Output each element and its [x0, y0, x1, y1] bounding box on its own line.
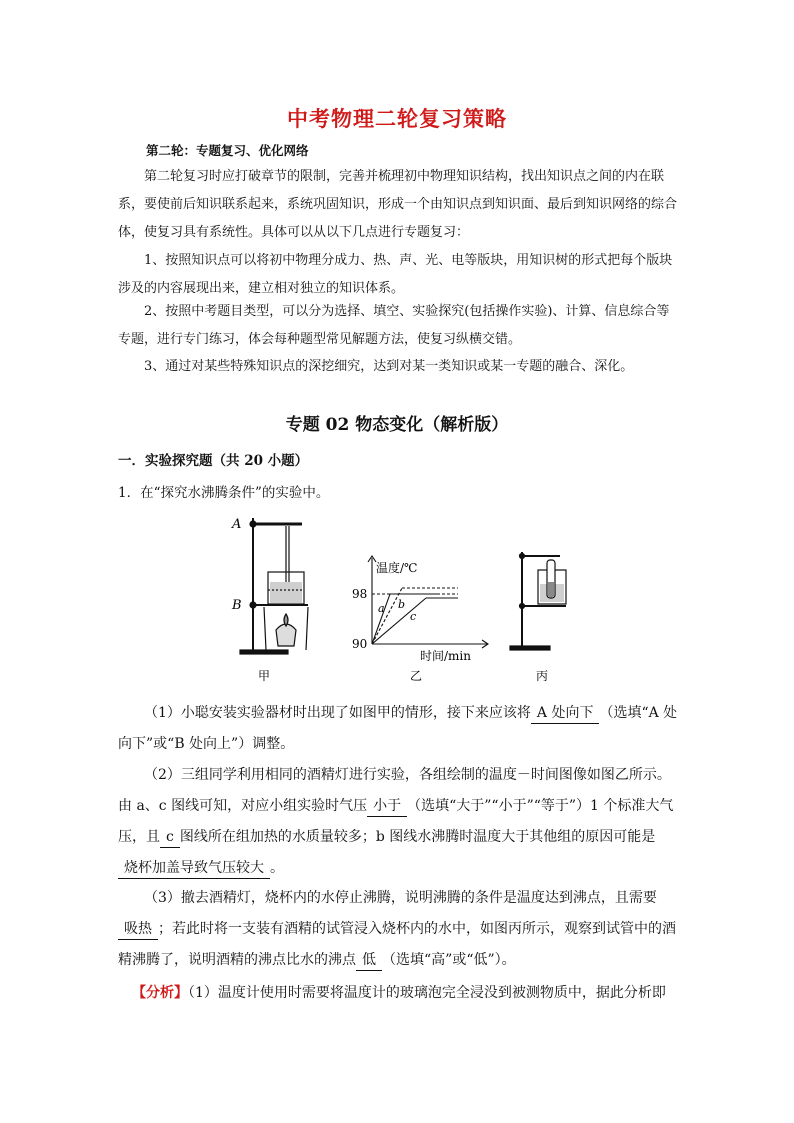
y-tick-98: 98: [352, 587, 368, 601]
part2-text-post: 。: [270, 860, 284, 876]
label-b: B: [232, 598, 242, 613]
part2-text-pre: （2）三组同学利用相同的酒精灯进行实验，各组绘制的温度－时间图像如图乙所示。由 a、c 图线可知，对应小组实验时气压: [118, 767, 671, 814]
label-a: A: [232, 517, 242, 532]
question-part-3: [118, 883, 678, 976]
question-part-2: [118, 760, 678, 884]
answer-blank-6: 低: [356, 950, 382, 971]
part3-text-post: （选填“高”或“低”）。: [382, 952, 516, 968]
question-part-1: [118, 698, 678, 760]
part3-text-pre: （3）撤去酒精灯，烧杯内的水停止沸腾，说明沸腾的条件是温度达到沸点，且需要: [144, 890, 657, 906]
intro-paragraph-4: 3、通过对某些特殊知识点的深挖细究，达到对某一类知识或某一专题的融合、深化。: [144, 359, 634, 374]
analysis-tag: 【分析】: [132, 985, 188, 1001]
part2-text-mid2: 图线所在组加热的水质量较多；b 图线水沸腾时温度大于其他组的原因可能是: [179, 829, 656, 845]
y-tick-90: 90: [352, 637, 368, 651]
analysis-text: （1）温度计使用时需要将温度计的玻璃泡完全浸没到被测物质中，据此分析即: [188, 985, 666, 1001]
section-heading: 一．实验探究题（共 20 小题）: [118, 453, 309, 469]
answer-blank-1: A 处向下: [531, 703, 600, 724]
question-1-stem: 1．在“探究水沸腾条件”的实验中。: [118, 485, 330, 501]
analysis-line: [132, 978, 678, 1009]
answer-blank-2: 小于: [367, 796, 407, 817]
graph-xlabel: 时间/min: [420, 649, 471, 663]
part1-text-post: （选填“A 处向下”或“B 处向上”）调整。: [118, 705, 678, 752]
intro-paragraph-3: 2、按照中考题目类型，可以分为选择、填空、实验探究(包括操作实验)、计算、信息综合等专题，进行专门练习，体会每种题型常见解题方法，使复习纵横交错。: [118, 304, 670, 347]
intro-heading: 第二轮：专题复习、优化网络: [146, 143, 309, 158]
part1-text-pre: （1）小聪安装实验器材时出现了如图甲的情形，接下来应该将: [144, 705, 531, 721]
caption-bing: 丙: [536, 669, 549, 683]
page-title: 中考物理二轮复习策略: [287, 107, 507, 131]
caption-yi: 乙: [410, 669, 423, 683]
caption-jia: 甲: [258, 669, 271, 683]
experiment-figure: [220, 512, 600, 687]
answer-blank-5: 吸热: [118, 919, 158, 940]
intro-paragraph-2: 1、按照知识点可以将初中物理分成力、热、声、光、电等版块，用知识树的形式把每个版块涉及的内容展现出来，建立相对独立的知识体系。: [118, 253, 673, 296]
graph-ylabel: 温度/℃: [376, 561, 418, 575]
apparatus-bing: [510, 552, 566, 650]
topic-title: 专题 02 物态变化（解析版）: [285, 415, 509, 435]
answer-blank-4: 烧杯加盖导致气压较大: [118, 858, 270, 879]
curve-label-b: b: [398, 598, 406, 611]
part2-text-mid1: （选填“大于”“小于”“等于”）1 个标准大气压，且: [118, 798, 674, 845]
intro-paragraph-1: 第二轮复习时应打破章节的限制，完善并梳理初中物理知识结构，找出知识点之间的内在联系，要使前后知识联系起来，系统巩固知识，形成一个由知识点到知识面、最后到知识网络的综合体，使复习具有系统性。具体可以从以下几点进行专题复习：: [118, 169, 678, 240]
apparatus-jia: [240, 518, 308, 654]
curve-label-c: c: [410, 610, 417, 623]
part3-text-mid: ；若此时将一支装有酒精的试管浸入烧杯内的水中，如图丙所示，观察到试管中的酒精沸腾了，说明酒精的沸点比水的沸点: [118, 921, 676, 968]
answer-blank-3: c: [160, 827, 180, 848]
curve-label-a: a: [378, 602, 385, 615]
